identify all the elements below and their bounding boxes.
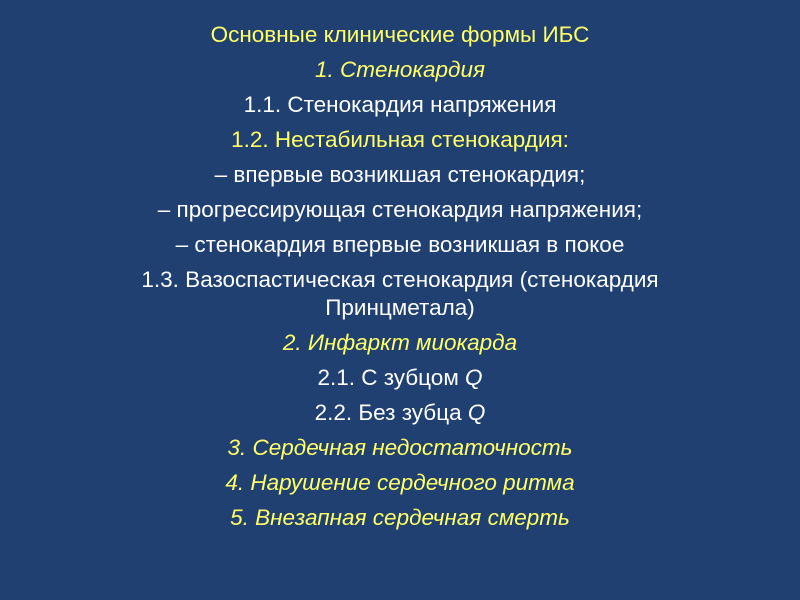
- subitem-new-onset-angina: – впервые возникшая стенокардия;: [214, 162, 586, 187]
- item-angina: 1. Стенокардия: [314, 57, 486, 82]
- item-vasospastic-angina: 1.3. Вазоспастическая стенокардия (стенокардия Принцметала): [141, 267, 659, 320]
- subitem-rest-angina: – стенокардия впервые возникшая в покое: [175, 232, 625, 257]
- item-arrhythmia: 4. Нарушение сердечного ритма: [225, 470, 575, 495]
- item-heart-failure: 3. Сердечная недостаточность: [227, 435, 573, 460]
- item-sudden-cardiac-death: 5. Внезапная сердечная смерть: [230, 505, 570, 530]
- slide-title: Основные клинические формы ИБС: [210, 22, 590, 47]
- item-myocardial-infarction: 2. Инфаркт миокарда: [282, 330, 518, 355]
- item-q-wave-infarction: [0, 360, 800, 395]
- item-exertional-angina: 1.1. Стенокардия напряжения: [243, 92, 557, 117]
- item-non-q-wave-label: 2.2. Без зубца: [314, 400, 468, 425]
- subitem-progressive-angina: – прогрессирующая стенокардия напряжения;: [157, 197, 643, 222]
- item-unstable-angina: 1.2. Нестабильная стенокардия:: [231, 127, 569, 152]
- item-non-q-wave-infarction: [0, 395, 800, 430]
- q-wave-letter: Q: [465, 365, 483, 390]
- non-q-wave-letter: Q: [467, 400, 486, 425]
- item-q-wave-label: 2.1. С зубцом: [317, 365, 466, 390]
